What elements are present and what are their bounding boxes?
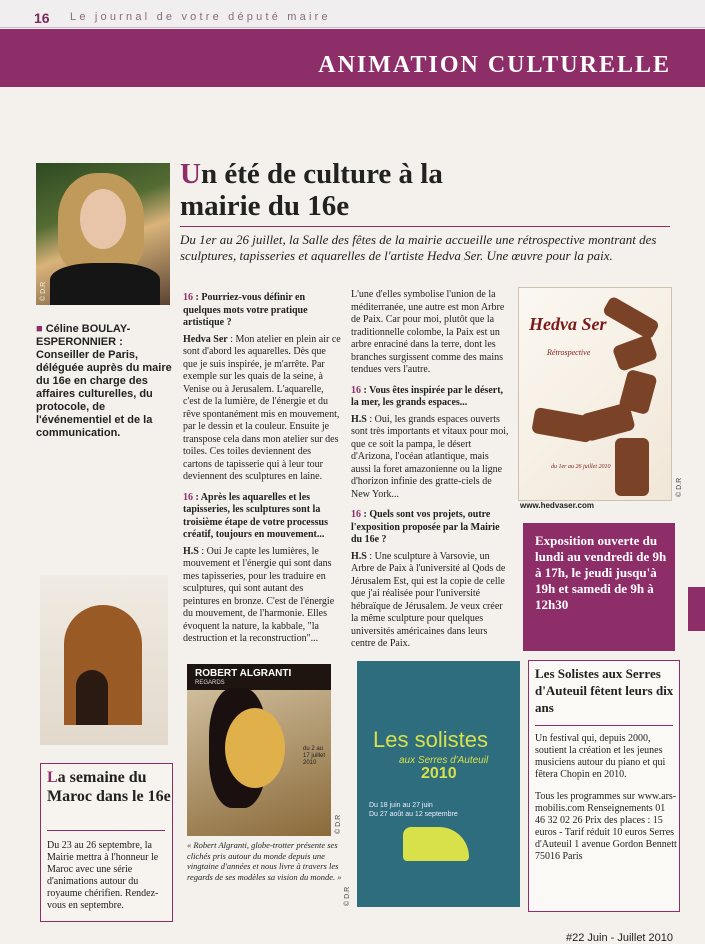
photo-credit: © D.R <box>40 281 47 301</box>
answer-2: H.S : Oui Je capte les lumières, le mouvement et l'énergie qui sont dans mes tapisseries, pour les traduire en sculptures, qui sont autant des peintures en bronze. C'est de l'énergie du mouvement, de l'harmonie. Elles évoquent la nature, la kabbale, "la destruction et la reconstruction"... <box>183 545 335 644</box>
solistes-box <box>528 660 680 912</box>
article-title <box>180 158 480 222</box>
answer-3: H.S : Oui, les grands espaces ouverts sont très importants et vitaux pour moi, que ce soit la pampa, le désert d'Arizona, l'océan atlantique, mais aussi la foret amazonienne ou la ligne d'horizon infinie des gratte-ciels de New York... <box>351 413 509 500</box>
poster-line-2: aux Serres d'Auteuil <box>399 755 489 766</box>
poster-dates: Du 18 juin au 27 juin Du 27 août au 12 septembre <box>369 802 458 818</box>
sculpture-piece <box>580 402 636 442</box>
title-rest: n été de culture à la mairie du 16e <box>180 158 443 222</box>
poster-year: 2010 <box>421 765 457 782</box>
photo-credit: © D.R <box>335 814 342 834</box>
maroc-box <box>40 763 173 922</box>
portrait-photo <box>36 163 170 305</box>
question-4: 16 : Quels sont vos projets, outre l'exposition proposée par la Mairie du 16e ? <box>351 509 500 545</box>
solistes-title: Les Solistes aux Serres d'Auteuil fêtent leurs dix ans <box>535 666 674 715</box>
sculpture-piece <box>615 438 649 496</box>
door-opening <box>76 670 108 725</box>
answer-4: H.S : Une sculpture à Varsovie, un Arbre de Paix à l'université al Qods de Jérusalem Est, qui est la copie de celle que j'ai réalisée pour l'université hébraïque de Jérusalem. Je veux créer la même sculpture pour quelques universités américaines dans leurs centre de Paix. <box>351 550 506 649</box>
photo-credit: © D.R <box>344 886 351 906</box>
answer-1: Hedva Ser : Mon atelier en plein air ce sont d'abord les aquarelles. Dès que que je suis inspirée, je m'arrête. Par exemple sur les quais de la seine, à Venise ou à Jerusalem. L'aquarelle, c'est de la lumière, de l'énergie et du rêve spontanément mis en mouvement, par le dessin et la couleur. Ensuite je transpose cela dans mon atelier sur des toiles. Ces toiles deviennent des cartons de tapisserie qui à leur tour deviennent des sculptures en laine. <box>183 333 341 482</box>
algranti-poster <box>187 664 331 836</box>
sculpture-piece <box>602 295 660 340</box>
journal-tagline: Le journal de votre député maire <box>70 11 331 23</box>
portrait-face <box>80 189 126 249</box>
article-lead: Du 1er au 26 juillet, la Salle des fêtes de la mairie accueille une rétrospective montrant des sculptures, tapisseries et aquarelles de l'artiste Hedva Ser. Une œuvre pour la paix. <box>180 232 657 263</box>
page-footer: #22 Juin - Juillet 2010 <box>566 932 674 944</box>
question-2: 16 : Après les aquarelles et les tapisseries, les sculptures sont la troisième étape de votre processus créatif, toujours en mouvement... <box>183 491 328 540</box>
edge-tab <box>688 587 705 631</box>
poster-dates: du 1er au 26 juillet 2010 <box>551 464 611 470</box>
section-title: ANIMATION CULTURELLE <box>318 52 671 78</box>
solistes-text: Un festival qui, depuis 2000, soutient la création et les jeunes musiciens autour du piano et qui fêtera Chopin en 2010. Tous les programmes sur www.ars-mobilis.com Renseignements 01 46 32 02 26 Prix des places : 15 euros - Tarif réduit 10 euros Serres d'Auteuil 1 avenue Gordon Bennett 75016 Paris <box>535 733 677 862</box>
portrait-caption <box>36 323 176 440</box>
title-initial: U <box>180 158 201 190</box>
poster-face <box>225 708 285 788</box>
poster-dates: du 2 au 17 juillet 2010 <box>303 746 326 766</box>
poster-name: ROBERT ALGRANTI <box>195 668 292 679</box>
hedva-url: www.hedvaser.com <box>520 501 594 510</box>
question-1: 16 : Pourriez-vous définir en quelques mots votre pratique artistique ? <box>183 292 308 328</box>
q1-number: 16 <box>183 292 193 303</box>
solistes-rule <box>535 725 673 726</box>
maroc-title: La semaine du Maroc dans le 16e <box>47 769 171 805</box>
caption-name: Céline BOULAY-ESPERONNIER : <box>36 323 131 348</box>
column-2 <box>351 289 511 651</box>
solistes-poster <box>357 661 520 907</box>
hedva-poster <box>518 287 672 501</box>
algranti-caption: « Robert Algranti, globe-trotter présente ses clichés pris autour du monde depuis une vingtaine d'années et nous livre à travers les regards de ses modèles sa vision du monde. » <box>187 840 342 882</box>
title-rule <box>180 226 670 227</box>
photo-credit: © D.R <box>676 477 683 497</box>
caption-role: Conseiller de Paris, déléguée auprès du maire du 16e en charge des affaires culturelles, du protocole, de l'événementiel et de la communication. <box>36 349 172 439</box>
poster-label: REGARDS <box>195 680 225 686</box>
maroc-door-photo <box>40 575 168 745</box>
maroc-text: Du 23 au 26 septembre, la Mairie mettra à l'honneur le Maroc avec une série d'animations autour du royaume chérifien. Rendez-vous en septembre. <box>47 840 159 911</box>
poster-subtitle: Rétrospective <box>547 348 591 357</box>
solistes-info: Tous les programmes sur www.ars-mobilis.com Renseignements 01 46 32 02 26 Prix des places : 15 euros - Tarif réduit 10 euros Serres d'Auteuil 1 avenue Gordon Bennett 75016 Paris <box>535 791 677 862</box>
poster-title: Hedva Ser <box>529 314 607 334</box>
maroc-rule <box>47 830 165 831</box>
portrait-body <box>50 263 160 305</box>
piano-icon <box>403 827 469 861</box>
column-1 <box>183 292 341 646</box>
poster-line-1: Les solistes <box>373 727 488 752</box>
sculpture-piece <box>612 334 658 372</box>
exposition-text: Exposition ouverte du lundi au vendredi de 9h à 17h, le jeudi jusqu'à 19h et samedi de 9h à 12h30 <box>535 533 667 612</box>
paragraph-peace: L'une d'elles symbolise l'union de la méditerranée, une autre est mon Arbre de Paix. Car pour moi, plutôt que la traditionnelle colombe, la Paix est un arbre enraciné dans la terre, dont les branches surgissent comme des mains tendues vers l'autre. <box>351 289 505 375</box>
question-3: 16 : Vous êtes inspirée par le désert, la mer, les grands espaces... <box>351 384 504 408</box>
exposition-box <box>523 523 675 651</box>
square-bullet-icon: ■ <box>36 323 46 335</box>
page-number: 16 <box>34 10 50 26</box>
